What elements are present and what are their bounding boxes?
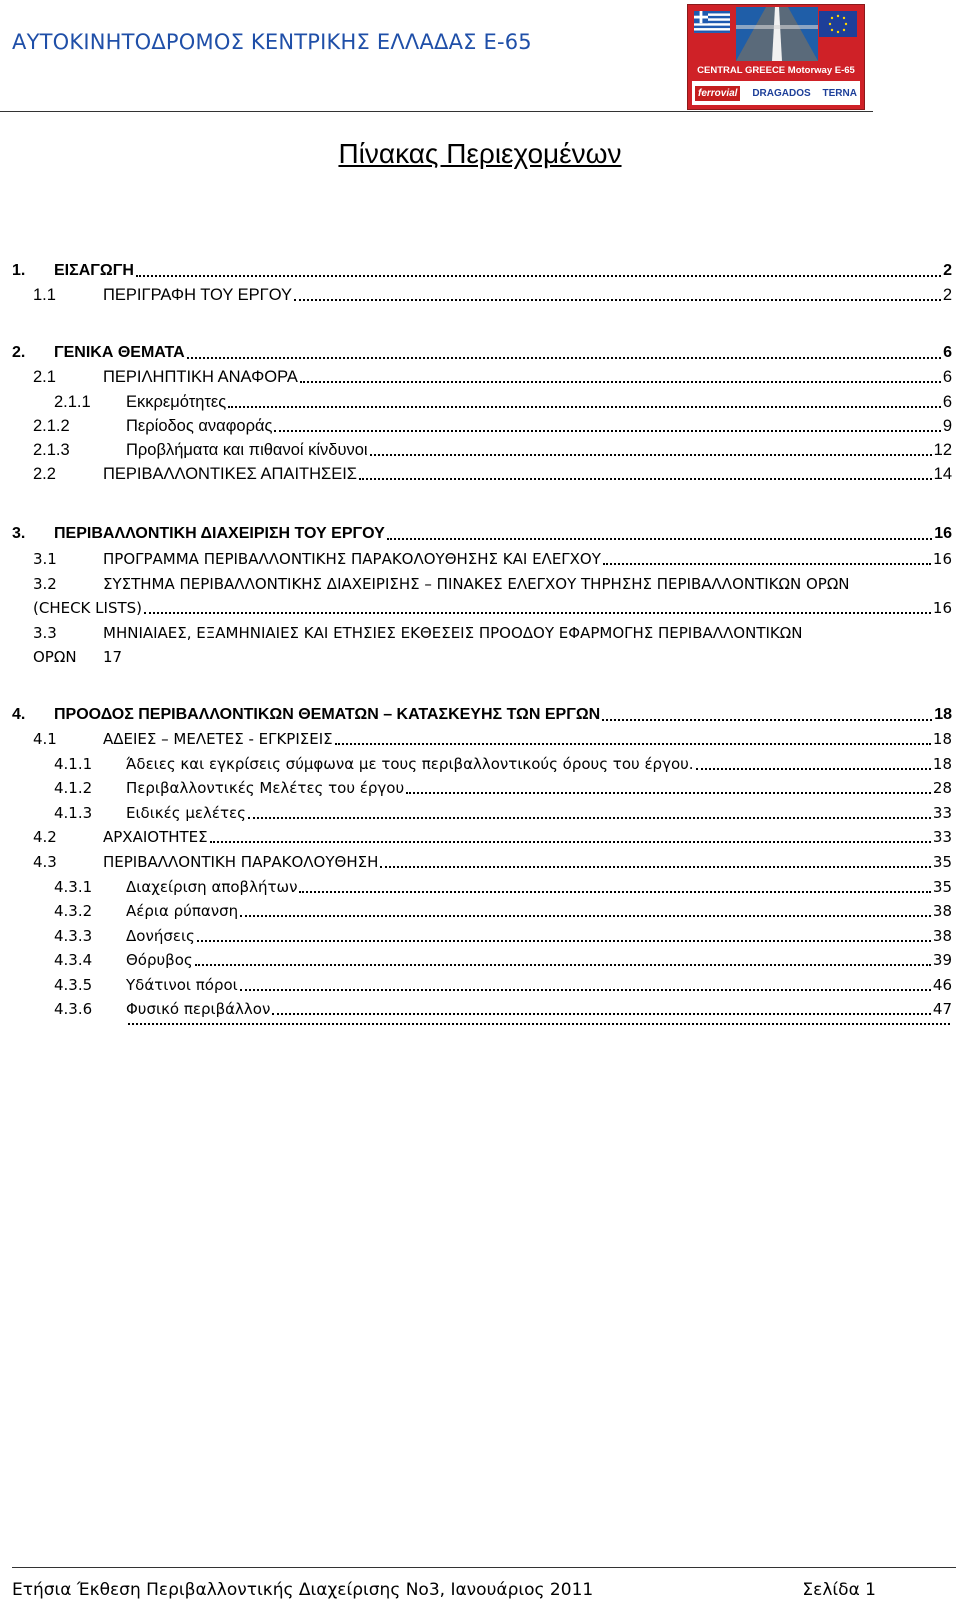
toc-number: 1. <box>12 262 26 279</box>
toc-entry[interactable] <box>12 704 952 726</box>
toc-page: 17 <box>103 648 123 666</box>
leader-dots <box>299 891 930 893</box>
motorway-road-icon <box>736 7 818 61</box>
toc-page: 18 <box>932 755 952 773</box>
toc-text: Ειδικές μελέτες <box>126 804 246 822</box>
toc-text: ΓΕΝΙΚΑ ΘΕΜΑΤΑ <box>54 344 185 361</box>
leader-dots <box>240 989 931 991</box>
toc-page: 46 <box>932 976 952 994</box>
toc-page: 6 <box>942 368 952 386</box>
toc-number: 1.1 <box>33 286 56 304</box>
toc-page: 38 <box>932 902 952 920</box>
sponsor-ferrovial: ferrovial <box>695 86 740 101</box>
toc-number: 4.1.3 <box>54 804 93 822</box>
toc-text: Περιβαλλοντικές Μελέτες του έργου <box>126 779 405 797</box>
toc-text: ΠΡΟΓΡΑΜΜΑ ΠΕΡΙΒΑΛΛΟΝΤΙΚΗΣ ΠΑΡΑΚΟΛΟΥΘΗΣΗΣ ΚΑΙ ΕΛΕΓΧΟΥ <box>103 550 601 568</box>
toc-entry[interactable] <box>54 777 952 799</box>
toc-number: 2. <box>12 344 26 361</box>
toc-entry[interactable] <box>54 949 952 971</box>
leader-dots <box>370 454 932 456</box>
toc-text: ΑΔΕΙΕΣ – ΜΕΛΕΤΕΣ - ΕΓΚΡΙΣΕΙΣ <box>103 730 333 748</box>
toc-page: 28 <box>932 779 952 797</box>
toc-entry-continuation[interactable] <box>33 646 122 668</box>
toc-text: ΑΡΧΑΙΟΤΗΤΕΣ <box>103 828 208 846</box>
toc-page: 2 <box>943 262 952 279</box>
header-divider <box>0 111 873 112</box>
toc-page: 16 <box>934 525 952 542</box>
leader-dots <box>335 743 931 745</box>
leader-dots <box>210 841 931 843</box>
toc-number: 4. <box>12 706 26 723</box>
leader-dots <box>294 299 941 301</box>
leader-dots <box>195 964 931 966</box>
leader-dots <box>144 612 931 614</box>
toc-text: Φυσικό περιβάλλον <box>126 1000 271 1018</box>
toc-entry[interactable] <box>33 851 952 873</box>
logo-motorway-text: CENTRAL GREECE Motorway E-65 <box>697 65 855 76</box>
toc-number: 4.3.6 <box>54 1000 93 1018</box>
document-header-title: ΑΥΤΟΚΙΝΗΤΟΔΡΟΜΟΣ ΚΕΝΤΡΙΚΗΣ ΕΛΛΑΔΑΣ Ε-65 <box>12 30 532 54</box>
sponsor-terna: TERNA <box>822 87 857 99</box>
toc-page: 33 <box>932 828 952 846</box>
toc-text: ΠΕΡΙΒΑΛΛΟΝΤΙΚΗ ΠΑΡΑΚΟΛΟΥΘΗΣΗ <box>103 853 379 871</box>
toc-entry[interactable] <box>54 998 952 1020</box>
toc-text: ΟΡΩΝ <box>33 648 77 666</box>
toc-text: ΠΕΡΙΒΑΛΛΟΝΤΙΚΗ ΔΙΑΧΕΙΡΙΣΗ ΤΟΥ ΕΡΓΟΥ <box>54 525 385 542</box>
toc-text: Υδάτινοι πόροι <box>126 976 238 994</box>
toc-entry[interactable] <box>33 548 952 570</box>
toc-entry[interactable] <box>12 342 952 364</box>
toc-number: 4.3.1 <box>54 878 93 896</box>
toc-page: 12 <box>933 441 952 459</box>
toc-text: ΜΗΝΙΑΙΑΕΣ, ΕΞΑΜΗΝΙΑΙΕΣ ΚΑΙ ΕΤΗΣΙΕΣ ΕΚΘΕΣΕΙΣ ΠΡΟΟΔΟΥ ΕΦΑΡΜΟΓΗΣ ΠΕΡΙΒΑΛΛΟΝΤΙΚΩΝ <box>103 624 803 642</box>
toc-text: Θόρυβος <box>126 951 193 969</box>
toc-page: 6 <box>943 344 952 361</box>
leader-dots <box>603 563 931 565</box>
toc-number: 3.2 <box>33 575 57 593</box>
toc-number: 4.1.2 <box>54 779 93 797</box>
company-logo <box>687 4 865 110</box>
toc-page: 14 <box>933 465 952 483</box>
toc-text: Εκκρεμότητες <box>126 393 227 411</box>
toc-entry[interactable] <box>12 260 952 282</box>
toc-number: 3. <box>12 525 26 542</box>
toc-entry[interactable] <box>33 284 952 306</box>
toc-number: 4.3.4 <box>54 951 93 969</box>
toc-text: Περίοδος αναφοράς <box>126 417 273 435</box>
footer-page-number: Σελίδα 1 <box>802 1580 876 1600</box>
toc-entry[interactable] <box>33 463 952 485</box>
toc-page: 18 <box>934 706 952 723</box>
leader-dots <box>387 538 932 540</box>
toc-entry[interactable] <box>54 802 952 824</box>
toc-page: 6 <box>942 393 952 411</box>
footer-divider <box>12 1567 956 1568</box>
toc-entry[interactable] <box>33 728 952 750</box>
toc-page: 39 <box>932 951 952 969</box>
toc-page: 16 <box>932 599 952 617</box>
leader-dots <box>248 817 931 819</box>
toc-number: 4.1.1 <box>54 755 93 773</box>
toc-number: 3.1 <box>33 550 57 568</box>
toc-page: 47 <box>932 1000 952 1018</box>
toc-number: 4.3 <box>33 853 57 871</box>
leader-dots <box>187 357 941 359</box>
toc-entry[interactable] <box>12 523 952 545</box>
leader-dots <box>602 719 932 721</box>
toc-page: 35 <box>932 878 952 896</box>
leader-dots <box>696 768 931 770</box>
toc-text: Άδειες και εγκρίσεις σύμφωνα με τους περιβαλλοντικούς όρους του έργου. <box>126 755 694 773</box>
toc-text: ΠΕΡΙΓΡΑΦΗ ΤΟΥ ΕΡΓΟΥ <box>103 286 293 304</box>
leader-dots <box>136 275 941 277</box>
leader-dots <box>228 406 941 408</box>
toc-text: ΠΕΡΙΛΗΠΤΙΚΗ ΑΝΑΦΟΡΑ <box>103 368 298 386</box>
footer-document-title: Ετήσια Έκθεση Περιβαλλοντικής Διαχείρισης Νο3, Ιανουάριος 2011 <box>12 1580 594 1600</box>
toc-text: Αέρια ρύπανση <box>126 902 239 920</box>
toc-number: 4.1 <box>33 730 57 748</box>
toc-entry-multiline[interactable] <box>33 622 802 644</box>
toc-text: (CHECK LISTS) <box>33 599 142 617</box>
toc-entry[interactable] <box>54 974 952 996</box>
leader-dots <box>272 1013 931 1015</box>
leader-dots <box>300 381 941 383</box>
logo-sponsors <box>692 81 860 105</box>
toc-number: 2.1.2 <box>33 417 70 435</box>
toc-page: 9 <box>942 417 952 435</box>
toc-text: ΠΡΟΟΔΟΣ ΠΕΡΙΒΑΛΛΟΝΤΙΚΩΝ ΘΕΜΑΤΩΝ – ΚΑΤΑΣΚΕΥΗΣ ΤΩΝ ΕΡΓΩΝ <box>54 706 601 723</box>
toc-text: ΕΙΣΑΓΩΓΗ <box>54 262 134 279</box>
leader-dots <box>197 940 931 942</box>
leader-dots <box>128 1023 950 1025</box>
toc-number: 2.1.3 <box>33 441 70 459</box>
toc-page: 33 <box>932 804 952 822</box>
leader-dots <box>380 866 931 868</box>
eu-flag-icon <box>819 11 857 37</box>
toc-page: 35 <box>932 853 952 871</box>
toc-entry[interactable] <box>54 753 952 775</box>
toc-page: 16 <box>932 550 952 568</box>
toc-entry[interactable] <box>33 366 952 388</box>
toc-number: 2.2 <box>33 465 56 483</box>
toc-page: 38 <box>932 927 952 945</box>
toc-number: 4.3.3 <box>54 927 93 945</box>
toc-entry[interactable] <box>33 826 952 848</box>
toc-text: Διαχείριση αποβλήτων <box>126 878 298 896</box>
toc-entry[interactable] <box>54 391 952 413</box>
leader-dots <box>359 478 932 480</box>
toc-entry-multiline[interactable] <box>33 573 850 595</box>
toc-number: 2.1.1 <box>54 393 91 411</box>
toc-number: 2.1 <box>33 368 56 386</box>
toc-number: 4.3.5 <box>54 976 93 994</box>
leader-dots <box>406 792 931 794</box>
greek-flag-icon <box>694 11 730 33</box>
toc-text: Δονήσεις <box>126 927 195 945</box>
toc-entry[interactable] <box>54 925 952 947</box>
toc-entry[interactable] <box>54 876 952 898</box>
toc-page: 2 <box>942 286 952 304</box>
toc-page: 18 <box>932 730 952 748</box>
leader-dots <box>274 430 940 432</box>
toc-text: Προβλήματα και πιθανοί κίνδυνοι <box>126 441 368 459</box>
toc-entry[interactable] <box>54 1023 952 1030</box>
toc-text: ΠΕΡΙΒΑΛΛΟΝΤΙΚΕΣ ΑΠΑΙΤΗΣΕΙΣ <box>103 465 358 483</box>
toc-number: 3.3 <box>33 624 57 642</box>
toc-entry[interactable] <box>33 415 952 437</box>
leader-dots <box>240 915 931 917</box>
toc-text: ΣΥΣΤΗΜΑ ΠΕΡΙΒΑΛΛΟΝΤΙΚΗΣ ΔΙΑΧΕΙΡΙΣΗΣ – ΠΙΝΑΚΕΣ ΕΛΕΓΧΟΥ ΤΗΡΗΣΗΣ ΠΕΡΙΒΑΛΛΟΝΤΙΚΩΝ ΟΡΩΝ <box>103 575 850 593</box>
toc-entry-continuation[interactable] <box>33 597 952 619</box>
toc-number: 4.3.2 <box>54 902 93 920</box>
toc-title: Πίνακας Περιεχομένων <box>338 138 622 169</box>
toc-number: 4.2 <box>33 828 57 846</box>
toc-entry[interactable] <box>54 900 952 922</box>
sponsor-dragados: DRAGADOS <box>752 87 811 99</box>
toc-entry[interactable] <box>33 439 952 461</box>
